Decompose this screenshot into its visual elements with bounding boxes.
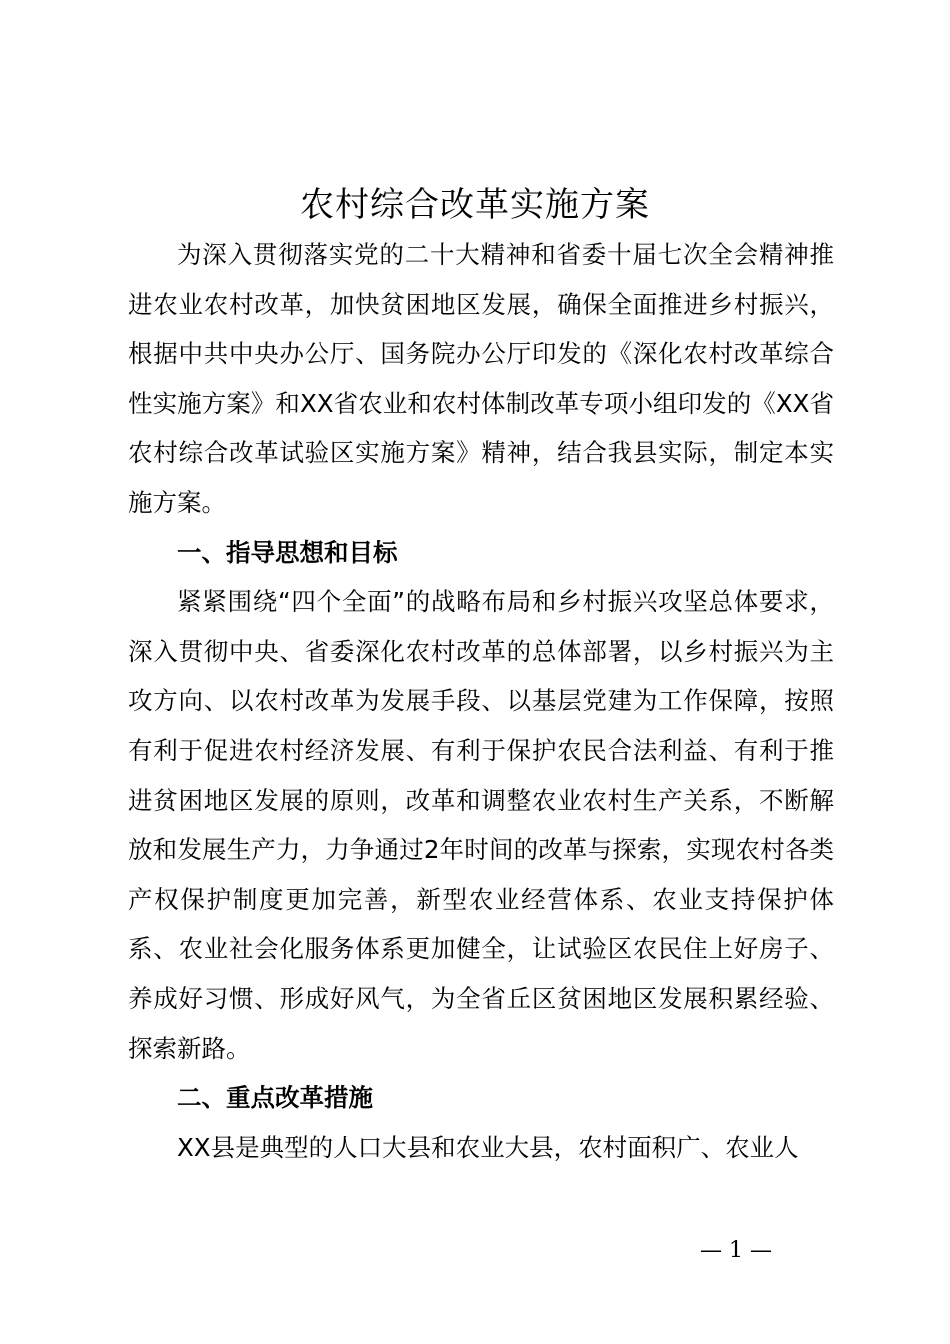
intro-paragraph: 为深入贯彻落实党的二十大精神和省委十届七次全会精神推进农业农村改革，加快贫困地区发展，确保全面推进乡村振兴，根据中共中央办公厅、国务院办公厅印发的《深化农村改革综合性实施方案》和XX省农业和农村体制改革专项小组印发的《XX省农村综合改革试验区实施方案》精神，结合我县实际，制定本实施方案。	[128, 240, 834, 517]
section-paragraph-guiding-ideology: 紧紧围绕“四个全面”的战略布局和乡村振兴攻坚总体要求，深入贯彻中央、省委深化农村改革的总体部署，以乡村振兴为主攻方向、以农村改革为发展手段、以基层党建为工作保障，按照有利于促进农村经济发展、有利于保护农民合法利益、有利于推进贫困地区发展的原则，改革和调整农业农村生产关系，不断解放和发展生产力，力争通过2年时间的改革与探索，实现农村各类产权保护制度更加完善，新型农业经营体系、农业支持保护体系、农业社会化服务体系更加健全，让试验区农民住上好房子、养成好习惯、形成好风气，为全省丘区贫困地区发展积累经验、探索新路。	[128, 587, 834, 1063]
section-heading-key-reforms: 二、重点改革措施	[177, 1083, 373, 1113]
page-number: — 1 —	[700, 1238, 772, 1263]
document-title: 农村综合改革实施方案	[300, 185, 650, 225]
section-heading-guiding-ideology: 一、指导思想和目标	[177, 537, 398, 567]
document-body	[128, 230, 834, 1172]
section-paragraph-key-reforms: XX县是典型的人口大县和农业大县，农村面积广、农业人	[177, 1132, 799, 1162]
